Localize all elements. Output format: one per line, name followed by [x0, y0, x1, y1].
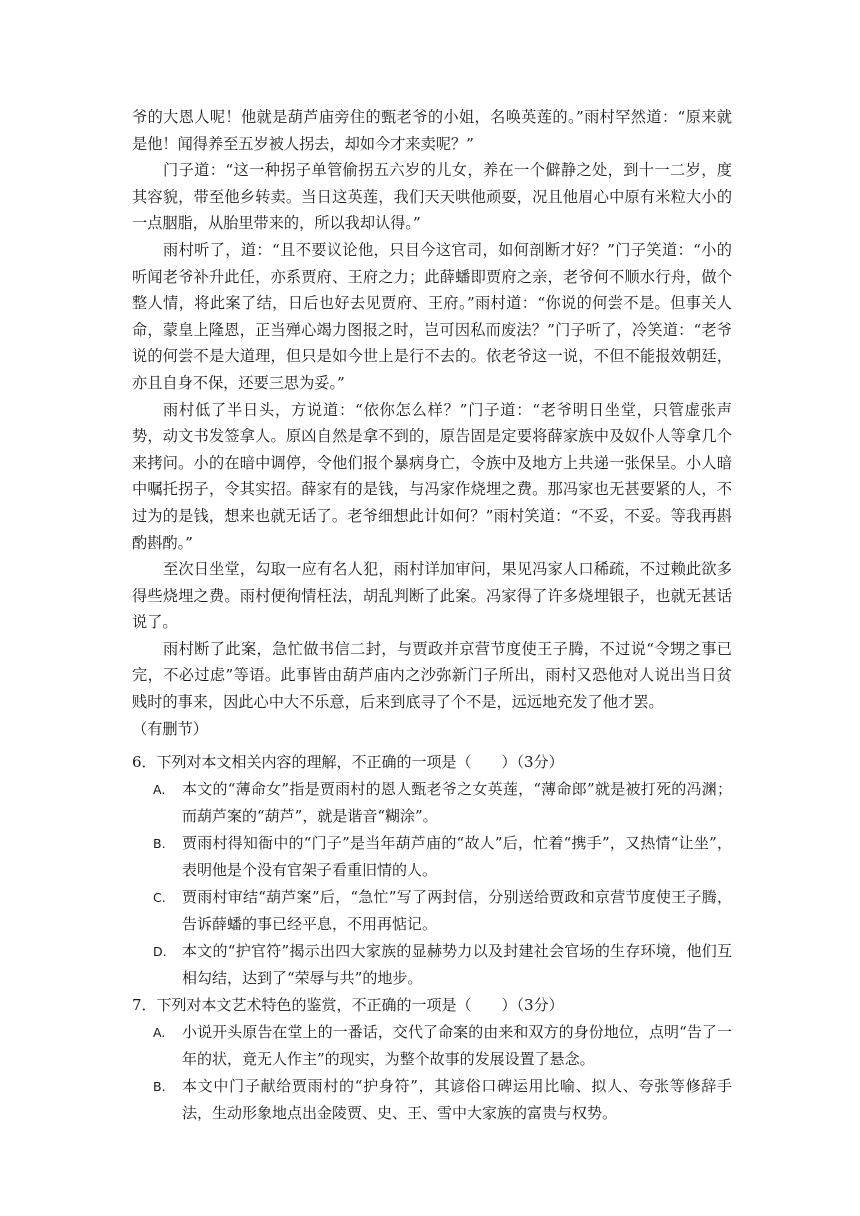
option-a — [132, 1019, 732, 1073]
option-text: 本文的“薄命女”指是贾雨村的恩人甄老爷之女英莲，“薄命郎”就是被打死的冯渊；而葫芦案的“葫芦”，就是谐音“糊涂”。 — [182, 780, 732, 826]
option-letter: B. — [153, 1079, 166, 1095]
question-7 — [132, 992, 732, 1127]
option-text: 贾雨村得知衙中的“门子”是当年葫芦庙的“故人”后，忙着“携手”，又热情“让坐”，表明他是个没有官架子看重旧情的人。 — [182, 834, 732, 880]
option-a — [132, 776, 732, 830]
question-6 — [132, 749, 732, 992]
passage-paragraph: 雨村听了，道：“且不要议论他，只目今这官司，如何剖断才好？”门子笑道：“小的听闻老爷补升此任，亦系贾府、王府之力；此薛蟠即贾府之亲，老爷何不顺水行舟，做个整人情，将此案了结，日后也好去见贾府、王府。”雨村道：“你说的何尝不是。但事关人命，蒙皇上隆恩，正当殚心竭力图报之时，岂可因私而废法？”门子听了，冷笑道：“老爷说的何尝不是大道理，但只是如今世上是行不去的。依老爷这一说，不但不能报效朝廷，亦且自身不保，还要三思为妥。” — [132, 240, 732, 392]
option-letter: A. — [153, 1025, 166, 1041]
passage-paragraph: 爷的大恩人呢！他就是葫芦庙旁住的甄老爷的小姐，名唤英莲的。”雨村罕然道：“原来就是他！闻得养至五岁被人拐去，却如今才来卖呢？” — [132, 108, 732, 153]
document-page — [132, 104, 732, 1127]
question-stem: 6．下列对本文相关内容的理解，不正确的一项是（ ）（3分） — [132, 753, 564, 772]
option-text: 本文中门子献给贾雨村的“护身符”，其谚俗口碑运用比喻、拟人、夸张等修辞手法，生动形象地点出金陵贾、史、王、雪中大家族的富贵与权势。 — [182, 1077, 732, 1123]
question-stem: 7．下列对本文艺术特色的鉴赏，不正确的一项是（ ）（3分） — [132, 996, 564, 1015]
abridged-note: （有删节） — [132, 719, 208, 738]
option-letter: B. — [153, 836, 166, 852]
option-b — [132, 1073, 732, 1127]
option-b — [132, 830, 732, 884]
passage-paragraph: 雨村断了此案，急忙做书信二封，与贾政并京营节度使王子腾，不过说“令甥之事已完，不必过虑”等语。此事皆由葫芦庙内之沙弥新门子所出，雨村又恐他对人说出当日贫贱时的事来，因此心中大不乐意，后来到底寻了个不是，远远地充发了他才罢。 — [132, 639, 732, 712]
passage-paragraph: 门子道：“这一种拐子单管偷拐五六岁的儿女，养在一个僻静之处，到十一二岁，度其容貌，带至他乡转卖。当日这英莲，我们天天哄他顽耍，况且他眉心中原有米粒大小的一点胭脂，从胎里带来的，所以我却认得。” — [132, 161, 732, 233]
passage-paragraph: 至次日坐堂，勾取一应有名人犯，雨村详加审问，果见冯家人口稀疏，不过赖此欲多得些烧埋之费。雨村便徇情枉法，胡乱判断了此案。冯家得了许多烧埋银子，也就无甚话说了。 — [132, 560, 732, 632]
option-text: 小说开头原告在堂上的一番话，交代了命案的由来和双方的身份地位，点明“告了一年的状，竟无人作主”的现实，为整个故事的发展设置了悬念。 — [182, 1023, 732, 1069]
option-letter: D. — [153, 944, 167, 960]
option-c — [132, 884, 732, 938]
option-d — [132, 938, 732, 992]
option-letter: A. — [153, 782, 166, 798]
option-text: 贾雨村审结“葫芦案”后，“急忙”写了两封信，分别送给贾政和京营节度使王子腾，告诉薛蟠的事已经平息，不用再惦记。 — [182, 888, 732, 934]
passage-paragraph: 雨村低了半日头，方说道：“依你怎么样？”门子道：“老爷明日坐堂，只管虚张声势，动文书发签拿人。原凶自然是拿不到的，原告固是定要将薛家族中及奴仆人等拿几个来拷问。小的在暗中调停，令他们报个暴病身亡，令族中及地方上共递一张保呈。小人暗中嘱托拐子，令其实招。薛家有的是钱，与冯家作烧埋之费。那冯家也无甚要紧的人，不过为的是钱，想来也就无话了。老爷细想此计如何？”雨村笑道：“不妥，不妥。等我再斟酌斟酌。” — [132, 400, 732, 552]
option-letter: C. — [153, 890, 166, 906]
option-text: 本文的“护官符”揭示出四大家族的显赫势力以及封建社会官场的生存环境，他们互相勾结，达到了“荣辱与共”的地步。 — [182, 942, 732, 988]
